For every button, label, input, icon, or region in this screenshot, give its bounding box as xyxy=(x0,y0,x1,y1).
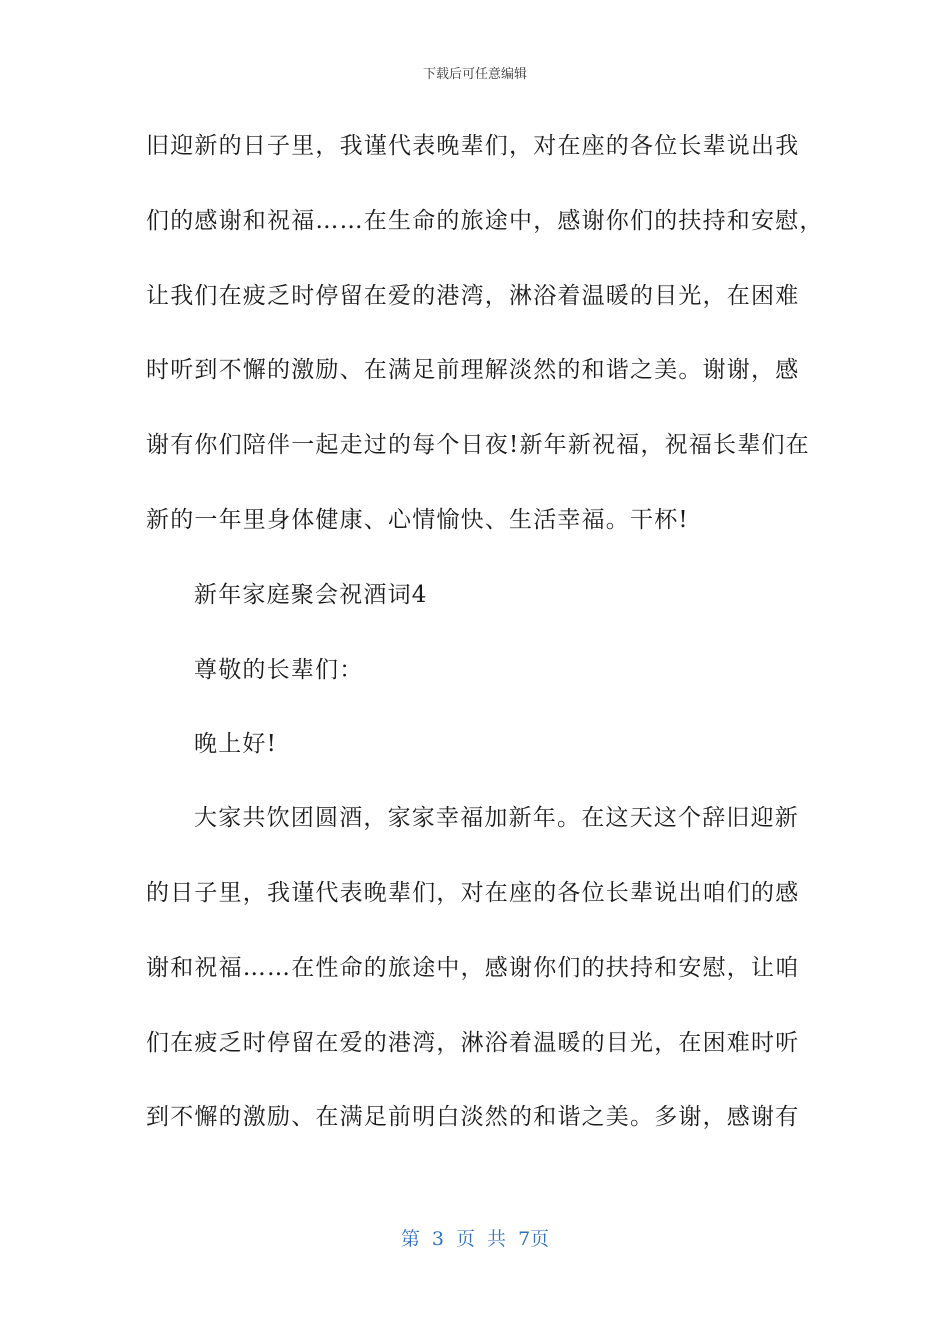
paragraph-line: 时听到不懈的激励、在满足前理解淡然的和谐之美。谢谢，感 xyxy=(146,357,800,383)
paragraph-line: 新的一年里身体健康、心情愉快、生活幸福。干杯! xyxy=(146,507,689,533)
greeting: 晚上好! xyxy=(194,731,278,757)
paragraph-line: 大家共饮团圆酒，家家幸福加新年。在这天这个辞旧迎新 xyxy=(194,805,799,831)
paragraph-line: 让我们在疲乏时停留在爱的港湾，淋浴着温暖的目光，在困难 xyxy=(146,283,800,309)
paragraph-line: 谢和祝福……在性命的旅途中，感谢你们的扶持和安慰，让咱 xyxy=(146,955,800,981)
section-title: 新年家庭聚会祝酒词4 xyxy=(194,582,428,608)
paragraph-line: 们的感谢和祝福……在生命的旅途中，感谢你们的扶持和安慰， xyxy=(146,208,824,234)
page-header: 下载后可任意编辑 xyxy=(422,67,527,82)
paragraph-line: 旧迎新的日子里，我谨代表晚辈们，对在座的各位长辈说出我 xyxy=(146,133,800,159)
paragraph-line: 们在疲乏时停留在爱的港湾，淋浴着温暖的目光，在困难时听 xyxy=(146,1030,800,1056)
paragraph-line: 的日子里，我谨代表晚辈们，对在座的各位长辈说出咱们的感 xyxy=(146,880,800,906)
paragraph-line: 到不懈的激励、在满足前明白淡然的和谐之美。多谢，感谢有 xyxy=(146,1104,800,1130)
salutation: 尊敬的长辈们： xyxy=(194,657,364,683)
page-number: 第 3 页 共 7页 xyxy=(400,1228,550,1250)
paragraph-line: 谢有你们陪伴一起走过的每个日夜!新年新祝福，祝福长辈们在 xyxy=(146,432,810,458)
